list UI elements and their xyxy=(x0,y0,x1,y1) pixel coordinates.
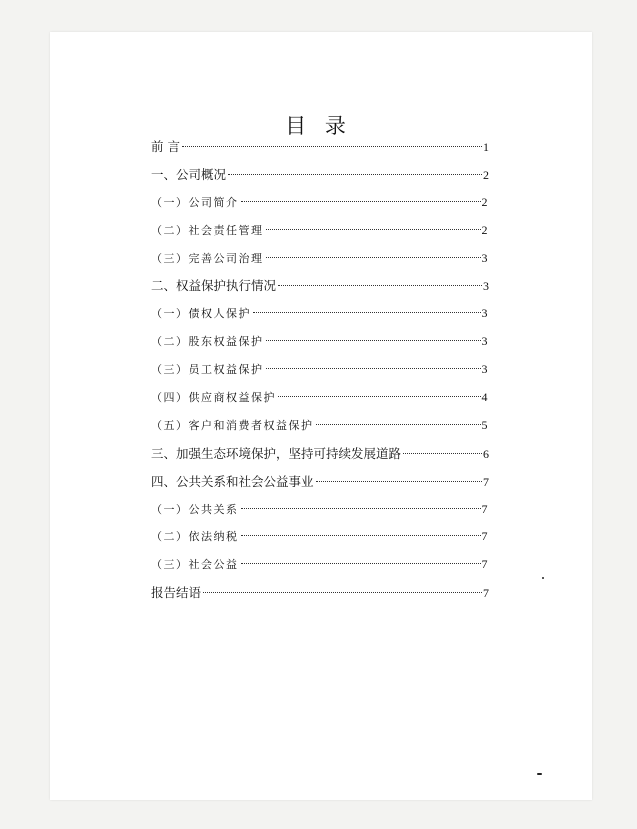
toc-title: 目 录 xyxy=(285,114,352,138)
dot-leader xyxy=(266,368,481,369)
dot-leader xyxy=(316,424,481,425)
dot-leader xyxy=(253,312,481,313)
toc-entry[interactable] xyxy=(151,133,489,161)
toc-entry[interactable] xyxy=(151,468,489,496)
dot-leader xyxy=(278,396,481,397)
toc-entry-text: （二）依法纳税 xyxy=(151,530,239,544)
dot-leader xyxy=(316,481,482,482)
toc-entry[interactable] xyxy=(151,328,489,356)
toc-entry-page: 3 xyxy=(481,250,489,265)
toc-entry-text: 前 言 xyxy=(151,139,180,154)
toc-entry-page: 2 xyxy=(481,222,489,237)
toc-entry[interactable] xyxy=(151,412,489,440)
toc-entry[interactable] xyxy=(151,496,489,524)
toc-entry-text: （三）完善公司治理 xyxy=(151,251,264,265)
dot-leader xyxy=(278,285,482,286)
table-of-contents xyxy=(151,133,489,607)
toc-entry-text: （一）公司简介 xyxy=(151,195,239,209)
toc-entry-page: 6 xyxy=(483,446,489,461)
scan-speck xyxy=(537,773,542,775)
toc-entry[interactable] xyxy=(151,356,489,384)
toc-entry[interactable] xyxy=(151,300,489,328)
dot-leader xyxy=(203,592,482,593)
toc-entry-text: （五）客户和消费者权益保护 xyxy=(151,418,314,432)
toc-entry-text: 四、公共关系和社会公益事业 xyxy=(151,473,314,489)
toc-entry-page: 1 xyxy=(483,140,489,154)
toc-entry-page: 7 xyxy=(481,529,489,544)
toc-entry-text: （一）债权人保护 xyxy=(151,307,251,321)
toc-entry-page: 3 xyxy=(481,306,489,321)
toc-entry-page: 3 xyxy=(481,362,489,377)
toc-entry[interactable] xyxy=(151,272,489,300)
toc-entry[interactable] xyxy=(151,523,489,551)
toc-entry-text: （二）社会责任管理 xyxy=(151,223,264,237)
toc-entry[interactable] xyxy=(151,551,489,579)
dot-leader xyxy=(241,508,481,509)
toc-entry-page: 3 xyxy=(483,279,489,294)
toc-entry-text: （四）供应商权益保护 xyxy=(151,391,276,405)
toc-entry[interactable] xyxy=(151,245,489,273)
toc-entry-page: 7 xyxy=(483,474,489,489)
toc-entry-page: 3 xyxy=(481,334,489,349)
dot-leader xyxy=(403,453,482,454)
toc-entry-text: 一、公司概况 xyxy=(151,166,227,182)
toc-entry-text: （三）员工权益保护 xyxy=(151,363,264,377)
toc-entry-text: 报告结语 xyxy=(151,585,202,601)
toc-entry[interactable] xyxy=(151,161,489,189)
toc-entry-page: 7 xyxy=(483,586,489,601)
toc-entry-text: （三）社会公益 xyxy=(151,558,239,572)
scan-speck xyxy=(542,577,544,579)
toc-entry-text: 二、权益保护执行情况 xyxy=(151,278,277,294)
dot-leader xyxy=(266,340,481,341)
dot-leader xyxy=(241,201,481,202)
dot-leader xyxy=(228,174,482,175)
toc-entry-page: 5 xyxy=(481,417,489,432)
dot-leader xyxy=(241,535,481,536)
toc-entry-page: 2 xyxy=(481,194,489,209)
toc-entry-page: 4 xyxy=(481,390,489,405)
toc-entry-page: 2 xyxy=(483,167,489,182)
toc-entry[interactable] xyxy=(151,217,489,245)
toc-entry[interactable] xyxy=(151,384,489,412)
toc-entry-page: 7 xyxy=(481,501,489,516)
toc-entry-page: 7 xyxy=(481,557,489,572)
toc-entry-text: 三、加强生态环境保护，坚持可持续发展道路 xyxy=(151,445,402,461)
toc-entry[interactable] xyxy=(151,189,489,217)
toc-entry-text: （二）股东权益保护 xyxy=(151,335,264,349)
toc-entry-text: （一）公共关系 xyxy=(151,502,239,516)
dot-leader xyxy=(266,257,481,258)
toc-entry[interactable] xyxy=(151,440,489,468)
dot-leader xyxy=(182,146,482,147)
dot-leader xyxy=(266,229,481,230)
toc-entry[interactable] xyxy=(151,579,489,607)
dot-leader xyxy=(241,563,481,564)
